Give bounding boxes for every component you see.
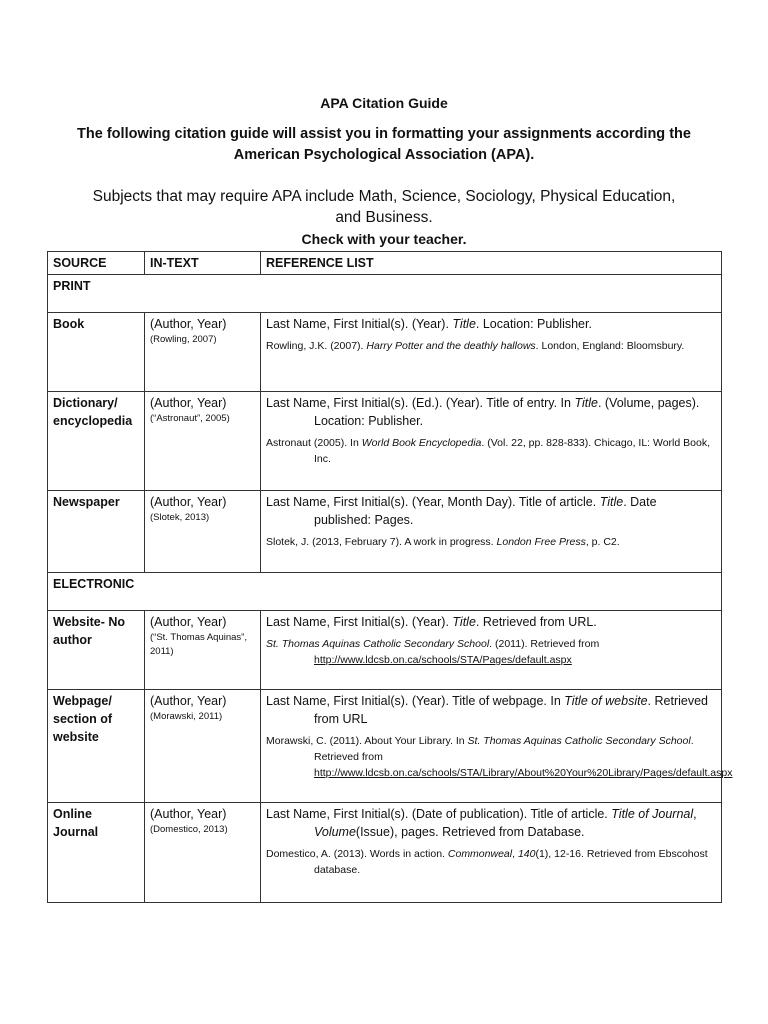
reference-format: Last Name, First Initial(s). (Year). Title of webpage. In Title of website. Retrieved from URL xyxy=(266,694,708,726)
table-row xyxy=(48,313,722,392)
in-text-format: (Author, Year) xyxy=(150,495,227,509)
reference-example: Astronaut (2005). In World Book Encyclopedia. (Vol. 22, pp. 828-833). Chicago, IL: World Book, Inc. xyxy=(266,437,710,465)
reference-link[interactable]: http://www.ldcsb.on.ca/schools/STA/Library/About%20Your%20Library/Pages/default.aspx xyxy=(314,767,733,779)
in-text-format: (Author, Year) xyxy=(150,694,227,708)
intro-text: The following citation guide will assist you in formatting your assignments according the American Psychological Association (APA). xyxy=(77,126,691,163)
in-text-cell xyxy=(145,803,261,903)
reference-cell xyxy=(261,313,722,392)
in-text-example: (Slotek, 2013) xyxy=(150,512,210,523)
check-note: Check with your teacher. xyxy=(301,231,467,247)
header-source: SOURCE xyxy=(48,252,145,275)
header-reference-list: REFERENCE LIST xyxy=(261,252,722,275)
reference-link[interactable]: http://www.ldcsb.on.ca/schools/STA/Pages/default.aspx xyxy=(314,654,572,666)
reference-format: Last Name, First Initial(s). (Year, Month Day). Title of article. Title. Date published: Pages. xyxy=(266,495,657,527)
subjects-text: Subjects that may require APA include Math, Science, Sociology, Physical Education, and Business. xyxy=(92,188,676,226)
header-in-text: IN-TEXT xyxy=(145,252,261,275)
in-text-cell xyxy=(145,392,261,491)
citation-table xyxy=(47,251,733,903)
section-row-electronic xyxy=(48,573,722,611)
reference-format: Last Name, First Initial(s). (Year). Title. Location: Publisher. xyxy=(266,317,592,331)
reference-cell xyxy=(261,392,722,491)
in-text-example: (“St. Thomas Aquinas”, 2011) xyxy=(150,632,247,657)
reference-format: Last Name, First Initial(s). (Year). Title. Retrieved from URL. xyxy=(266,615,597,629)
table-row xyxy=(48,690,722,803)
in-text-example: (“Astronaut”, 2005) xyxy=(150,413,230,424)
in-text-cell xyxy=(145,611,261,690)
in-text-format: (Author, Year) xyxy=(150,317,227,331)
reference-example: Domestico, A. (2013). Words in action. Commonweal, 140(1), 12-16. Retrieved from Ebscohost database. xyxy=(266,848,708,876)
reference-format: Last Name, First Initial(s). (Ed.). (Year). Title of entry. In Title. (Volume, pages). Location: Publisher. xyxy=(266,396,700,428)
source-cell: Dictionary/ encyclopedia xyxy=(48,392,145,491)
in-text-example: (Morawski, 2011) xyxy=(150,711,223,722)
reference-cell xyxy=(261,611,722,690)
table-row xyxy=(48,803,722,903)
source-cell: Webpage/ section of website xyxy=(48,690,145,803)
in-text-cell xyxy=(145,690,261,803)
source-cell: Newspaper xyxy=(48,491,145,573)
in-text-format: (Author, Year) xyxy=(150,396,227,410)
reference-cell xyxy=(261,803,722,903)
in-text-cell xyxy=(145,313,261,392)
reference-example: Slotek, J. (2013, February 7). A work in progress. London Free Press, p. C2. xyxy=(266,536,620,548)
in-text-example: (Domestico, 2013) xyxy=(150,824,228,835)
reference-example: Morawski, C. (2011). About Your Library. In St. Thomas Aquinas Catholic Secondary School. Retrieved from http://www.ldcsb.on.ca/schools/STA/Library/About%20Your%20Library/Pages/default.aspx xyxy=(266,735,733,779)
in-text-format: (Author, Year) xyxy=(150,615,227,629)
source-cell: Online Journal xyxy=(48,803,145,903)
reference-example: Rowling, J.K. (2007). Harry Potter and the deathly hallows. London, England: Bloomsbury. xyxy=(266,340,685,352)
source-cell: Book xyxy=(48,313,145,392)
section-label-electronic: ELECTRONIC xyxy=(48,573,722,611)
table-row xyxy=(48,392,722,491)
table-row xyxy=(48,611,722,690)
section-label-print: PRINT xyxy=(48,275,722,313)
document-title: APA Citation Guide xyxy=(320,95,448,111)
in-text-format: (Author, Year) xyxy=(150,807,227,821)
table-row xyxy=(48,491,722,573)
in-text-cell xyxy=(145,491,261,573)
section-row-print xyxy=(48,275,722,313)
reference-format: Last Name, First Initial(s). (Date of publication). Title of article. Title of Journal, Volume(Issue), pages. Retrieved from Database. xyxy=(266,807,697,839)
reference-example: St. Thomas Aquinas Catholic Secondary School. (2011). Retrieved from http://www.ldcsb.on.ca/schools/STA/Pages/default.aspx xyxy=(266,638,600,666)
in-text-example: (Rowling, 2007) xyxy=(150,334,217,345)
reference-cell xyxy=(261,690,733,803)
source-cell: Website- No author xyxy=(48,611,145,690)
table-header-row xyxy=(48,252,722,275)
reference-cell xyxy=(261,491,722,573)
